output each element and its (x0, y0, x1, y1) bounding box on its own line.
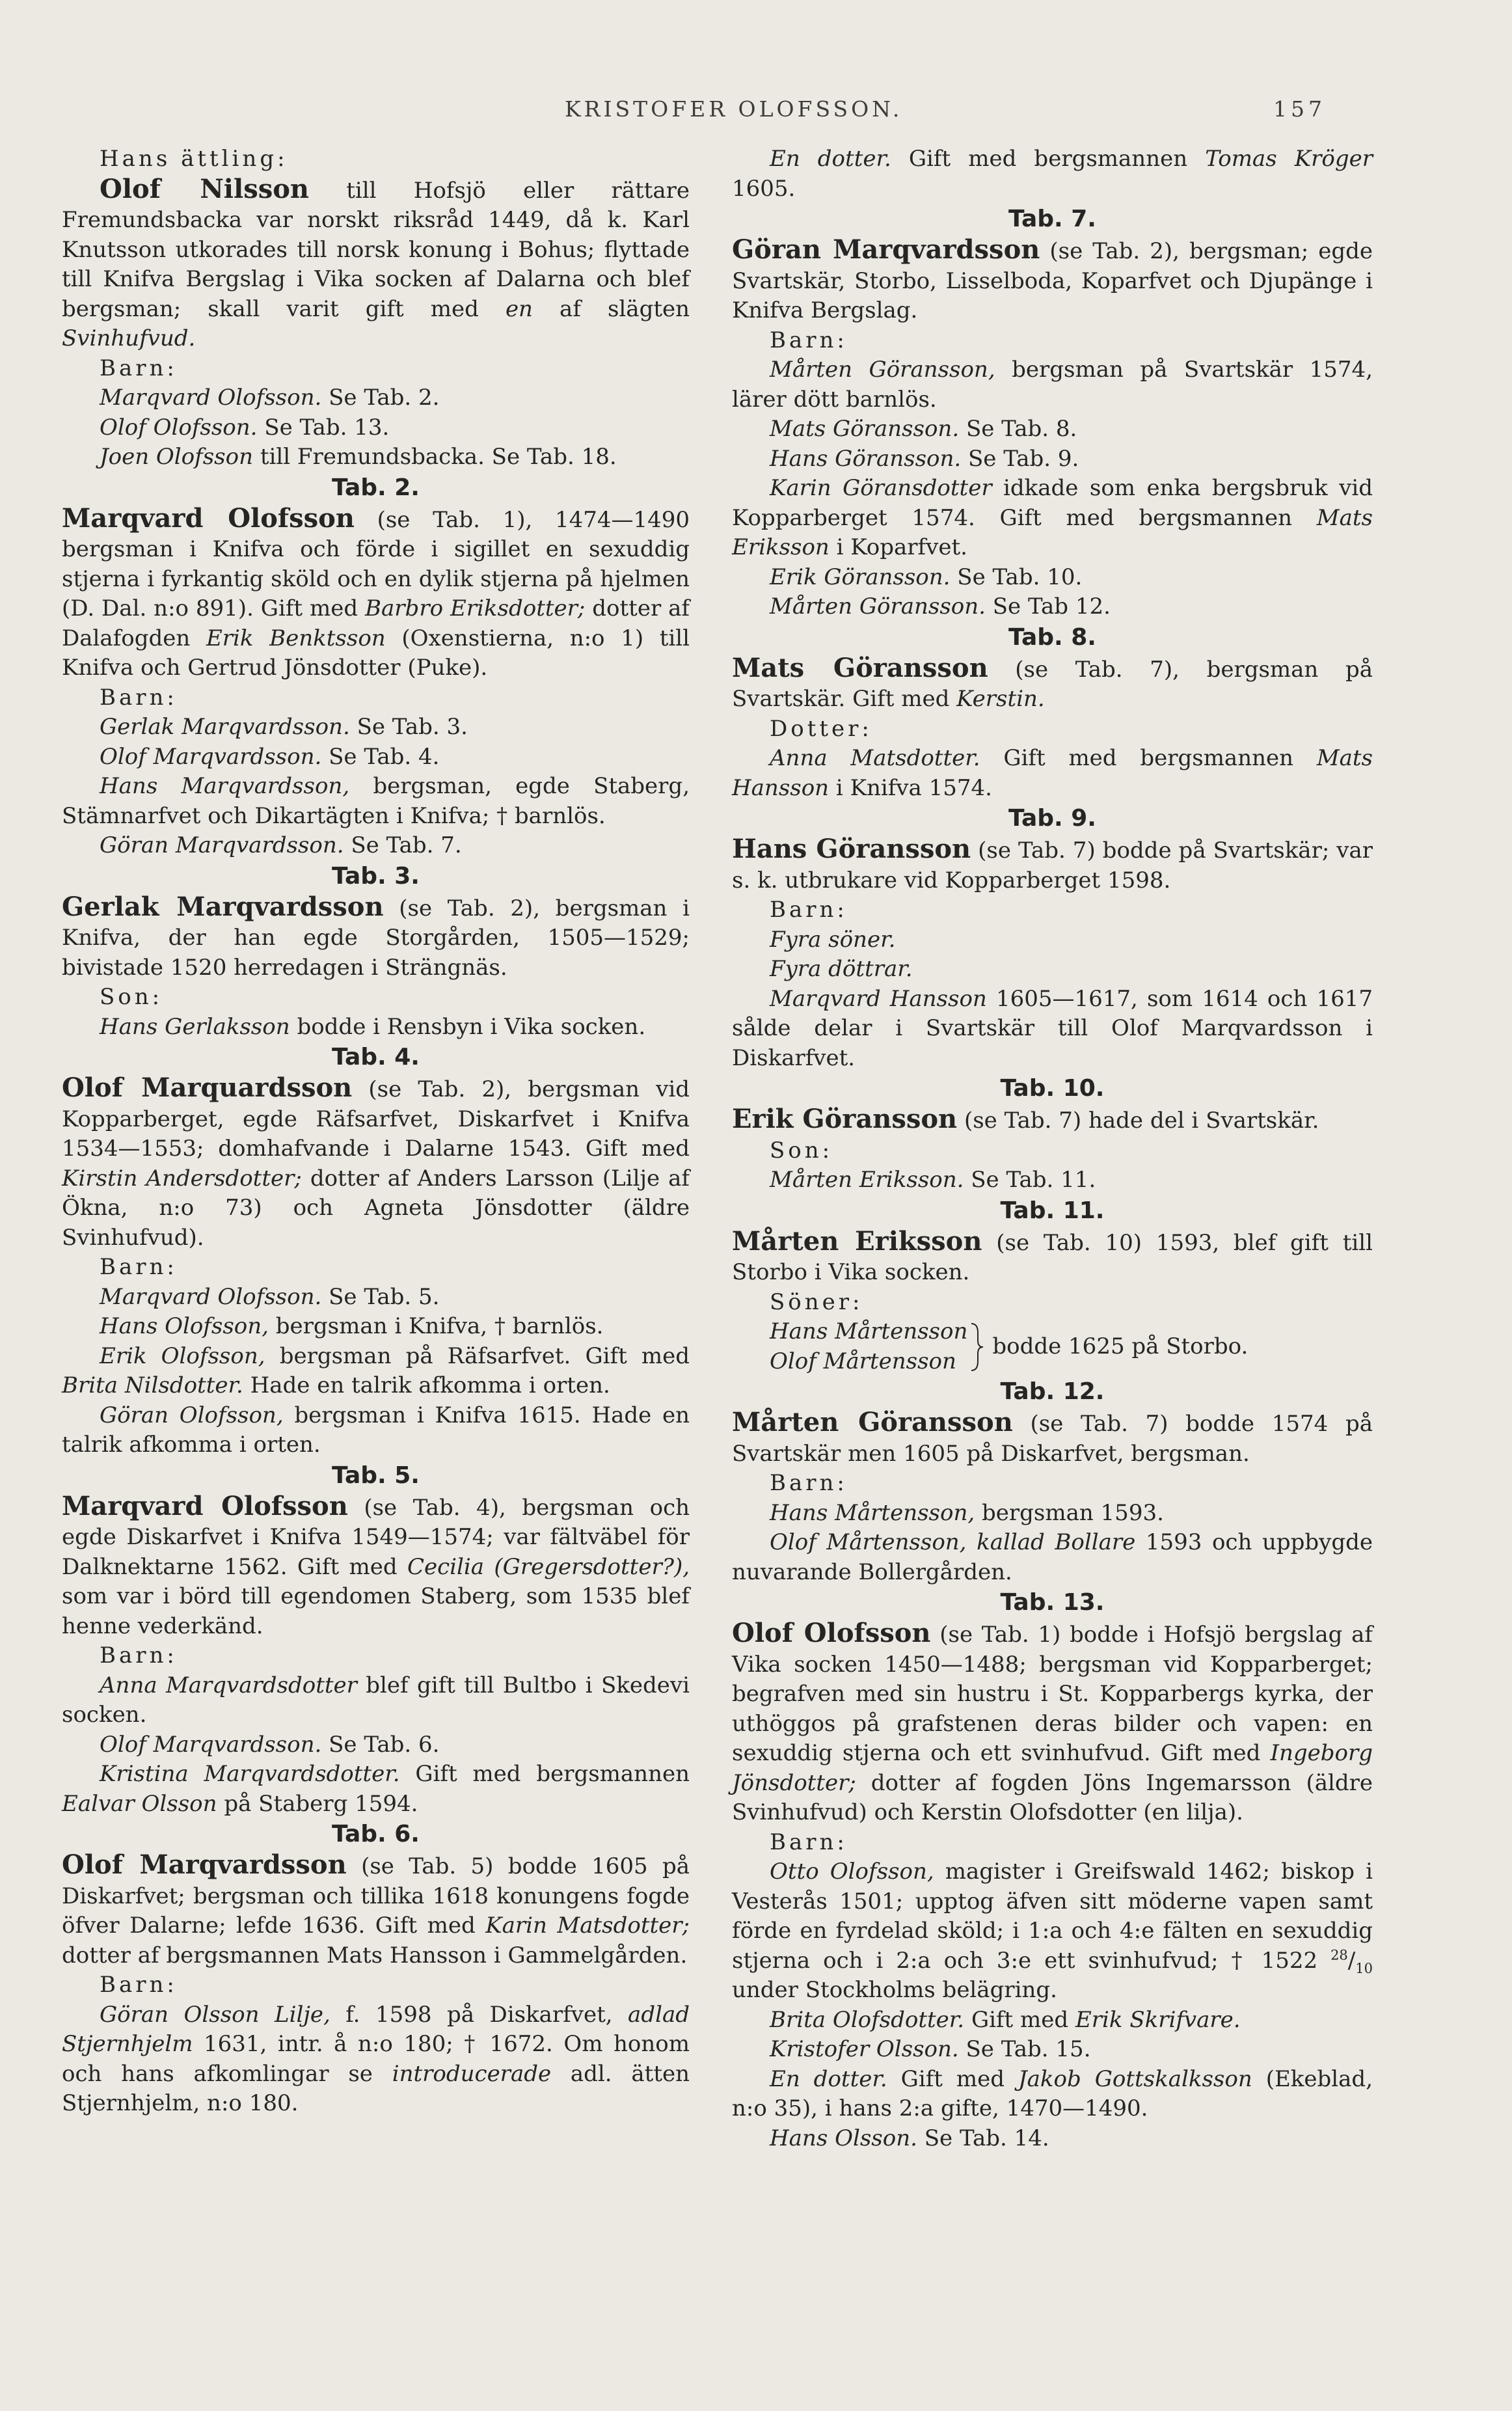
tab-heading: Tab. 2. (332, 474, 420, 501)
entry-tab7: Göran Marqvardsson (se Tab. 2), bergsman; egde Svartskär, Storbo, Lisselboda, Koparfvet och Djupänge i Knifva Bergslag. (732, 234, 1373, 323)
entry-tab3: Gerlak Marqvardsson (se Tab. 2), bergsman i Knifva, der han egde Storgården, 1505—1529; bivistade 1520 herredagen i Strängnäs. (62, 891, 690, 981)
entry-tab2: Marqvard Olofsson (se Tab. 1), 1474—1490 bergsman i Knifva och förde i sigillet en sexuddig stjerna i fyrkantig sköld och en dylik stjerna på hjelmen (D. Dal. n:o 891). Gift med Barbro Eriksdotter; dotter af Dalafogden Erik Benktsson (Oxenstierna, n:o 1) till Knifva och Gertrud Jönsdotter (Puke). (62, 502, 690, 681)
child-entry: Karin Göransdotter idkade som enka bergsbruk vid Kopparberget 1574. Gift med bergsmannen Mats Eriksson i Koparfvet. (732, 475, 1373, 560)
child-entry: Mårten Göransson, bergsman på Svartskär 1574, lärer dött barnlös. (732, 357, 1373, 413)
child-entry: Marqvard Olofsson. Se Tab. 2. (100, 385, 440, 411)
running-header (565, 96, 1326, 122)
son-name: Hans Mårtensson (770, 1318, 968, 1344)
brace-icon (969, 1321, 986, 1373)
barn-label: Barn: (100, 355, 178, 381)
entry-tab6: Olof Marqvardsson (se Tab. 5) bodde 1605 på Diskarfvet; bergsman och tillika 1618 konungens fogde öfver Dalarne; lefde 1636. Gift med Karin Matsdotter; dotter af bergsmannen Mats Hansson i Gammelgården. (62, 1849, 690, 1968)
child-entry: Anna Matsdotter. Gift med bergsmannen Mats Hansson i Knifva 1574. (732, 745, 1373, 801)
child-entry: Brita Olofsdotter. Gift med Erik Skrifvare. (770, 2006, 1241, 2033)
son-label: Son: (100, 984, 163, 1010)
child-entry: Olof Marqvardsson. Se Tab. 4. (100, 743, 440, 770)
child-entry: Hans Olofsson, bergsman i Knifva, † barnlös. (100, 1313, 604, 1339)
child-entry: Erik Olofsson, bergsman på Räfsarfvet. Gift med Brita Nilsdotter. Hade en talrik afkomma i orten. (62, 1342, 690, 1398)
dotter-label: Dotter: (770, 715, 872, 742)
barn-label: Barn: (100, 1972, 178, 1998)
entry-tab4: Olof Marquardsson (se Tab. 2), bergsman vid Kopparberget, egde Räfsarfvet, Diskarfvet i Knifva 1534—1553; domhafvande i Dalarne 1543. Gift med Kirstin Andersdotter; dotter af Anders Larsson (Lilje af Ökna, n:o 73) och Agneta Jönsdotter (äldre Svinhufvud). (62, 1072, 690, 1251)
tab-heading: Tab. 9. (1008, 805, 1096, 832)
entry-tab9: Hans Göransson (se Tab. 7) bodde på Svartskär; var s. k. utbrukare vid Kopparberget 1598. (732, 834, 1373, 893)
child-entry: Otto Olofsson, magister i Greifswald 1462; biskop i Vesterås 1501; upptog äfven sitt möderne vapen samt förde en fyrdelad sköld; i 1:a och 4:e fälten en sexuddig stjerna och i 2:a och 3:e ett svinhufvud; † 1522 $^{28}/_{10}$ under Stockholms belägring. (732, 1859, 1373, 2003)
child-entry: Olof Olofsson. Se Tab. 13. (100, 414, 390, 441)
child-entry: Erik Göransson. Se Tab. 10. (770, 564, 1083, 590)
entry-tab12: Mårten Göransson (se Tab. 7) bodde 1574 på Svartskär men 1605 på Diskarfvet, bergsman. (732, 1407, 1373, 1467)
child-entry: Hans Gerlaksson bodde i Rensbyn i Vika socken. (100, 1013, 646, 1040)
left-column (62, 144, 690, 2119)
child-entry: Hans Göransson. Se Tab. 9. (770, 445, 1079, 472)
child-entry: En dotter. Gift med bergsmannen Tomas Kröger 1605. (732, 146, 1373, 202)
son-label: Son: (770, 1137, 833, 1164)
sons-names (770, 1317, 967, 1376)
barn-label: Barn: (770, 897, 848, 923)
barn-label: Barn: (770, 1470, 848, 1496)
child-entry: Hans Marqvardsson, bergsman, egde Staberg, Stämnarfvet och Dikartägten i Knifva; † barnlös. (62, 773, 690, 829)
child-entry: Marqvard Olofsson. Se Tab. 5. (100, 1283, 440, 1310)
tab-heading: Tab. 5. (332, 1462, 420, 1489)
tab-heading: Tab. 12. (1000, 1378, 1105, 1405)
soner-label: Söner: (770, 1288, 863, 1315)
barn-label: Barn: (100, 1642, 178, 1669)
child-entry: Anna Marqvardsdotter blef gift till Bultbo i Skedevi socken. (62, 1672, 690, 1728)
tab-heading: Tab. 7. (1008, 206, 1096, 232)
barn-label: Barn: (100, 1254, 178, 1280)
child-entry: Göran Marqvardsson. Se Tab. 7. (100, 832, 462, 858)
page-number: 157 (1273, 96, 1326, 122)
tab-heading: Tab. 8. (1008, 623, 1096, 651)
child-entry: Göran Olsson Lilje, f. 1598 på Diskarfvet, adlad Stjernhjelm 1631, intr. å n:o 180; † 1672. Om honom och hans afkomlingar se introducerade adl. ätten Stjernhjelm, n:o 180. (62, 2001, 690, 2116)
tab-heading: Tab. 4. (332, 1044, 420, 1070)
son-name: Olof Mårtensson (770, 1348, 956, 1374)
tab-heading: Tab. 3. (332, 862, 420, 890)
child-entry: Mårten Göransson. Se Tab 12. (770, 593, 1111, 620)
running-title: KRISTOFER OLOFSSON. (565, 96, 903, 122)
child-entry: Kristofer Olsson. Se Tab. 15. (770, 2036, 1091, 2062)
child-entry: Hans Mårtensson, bergsman 1593. (770, 1499, 1164, 1526)
child-entry: Olof Marqvardsson. Se Tab. 6. (100, 1731, 440, 1758)
tab-heading: Tab. 11. (1000, 1197, 1105, 1224)
person-name: Olof Nilsson (100, 173, 309, 204)
entry-tab11: Mårten Eriksson (se Tab. 10) 1593, blef gift till Storbo i Vika socken. (732, 1225, 1373, 1285)
child-entry: Kristina Marqvardsdotter. Gift med bergsmannen Ealvar Olsson på Staberg 1594. (62, 1761, 690, 1817)
intro-label: Hans ättling: (100, 146, 288, 172)
tab-heading: Tab. 6. (332, 1821, 420, 1847)
entry-tab8: Mats Göransson (se Tab. 7), bergsman på Svartskär. Gift med Kerstin. (732, 652, 1373, 712)
barn-label: Barn: (770, 1829, 848, 1855)
entry-olof-nilsson: Olof Nilsson till Hofsjö eller rättare Fremundsbacka var norskt riksråd 1449, då k. Karl Knutsson utkorades till norsk konung i Bohus; flyttade till Knifva Bergslag i Vika socken af Dalarna och blef bergsman; skall varit gift med en af slägten Svinhufvud. (62, 173, 690, 351)
child-entry: Joen Olofsson till Fremundsbacka. Se Tab. 18. (100, 444, 617, 470)
right-column (732, 144, 1373, 2153)
child-entry: Marqvard Hansson 1605—1617, som 1614 och 1617 sålde delar i Svartskär till Olof Marqvardsson i Diskarfvet. (732, 985, 1373, 1071)
barn-label: Barn: (770, 327, 848, 353)
child-entry: Fyra döttrar. (770, 956, 913, 982)
tab-heading: Tab. 13. (1000, 1589, 1105, 1616)
child-entry: Mats Göransson. Se Tab. 8. (770, 416, 1077, 442)
sons-group (732, 1317, 1373, 1376)
sons-note: bodde 1625 på Storbo. (992, 1333, 1249, 1359)
child-entry: Mårten Eriksson. Se Tab. 11. (770, 1167, 1096, 1193)
child-entry: Olof Mårtensson, kallad Bollare 1593 och uppbygde nuvarande Bollergården. (732, 1529, 1373, 1585)
entry-tab13: Olof Olofsson (se Tab. 1) bodde i Hofsjö bergslag af Vika socken 1450—1488; bergsman vid Kopparberget; begrafven med sin hustru i St. Kopparbergs kyrka, der uthöggos på grafstenen deras bilder och vapen: en sexuddig stjerna och ett svinhufvud. Gift med Ingeborg Jönsdotter; dotter af fogden Jöns Ingemarsson (äldre Svinhufvud) och Kerstin Olofsdotter (en lilja). (732, 1618, 1373, 1825)
child-entry: Göran Olofsson, bergsman i Knifva 1615. Hade en talrik afkomma i orten. (62, 1402, 690, 1458)
barn-label: Barn: (100, 684, 178, 711)
child-entry: En dotter. Gift med Jakob Gottskalksson (Ekeblad, n:o 35), i hans 2:a gifte, 1470—1490. (732, 2065, 1373, 2121)
child-entry: Hans Olsson. Se Tab. 14. (770, 2125, 1049, 2151)
tab-heading: Tab. 10. (1000, 1075, 1105, 1102)
entry-tab5: Marqvard Olofsson (se Tab. 4), bergsman och egde Diskarfvet i Knifva 1549—1574; var fältväbel för Dalknektarne 1562. Gift med Cecilia (Gregersdotter?), som var i börd till egendomen Staberg, som 1535 blef henne vederkänd. (62, 1490, 690, 1639)
entry-tab10: Erik Göransson (se Tab. 7) hade del i Svartskär. (732, 1104, 1319, 1134)
child-entry: Gerlak Marqvardsson. Se Tab. 3. (100, 714, 468, 740)
child-entry: Fyra söner. (770, 926, 896, 953)
